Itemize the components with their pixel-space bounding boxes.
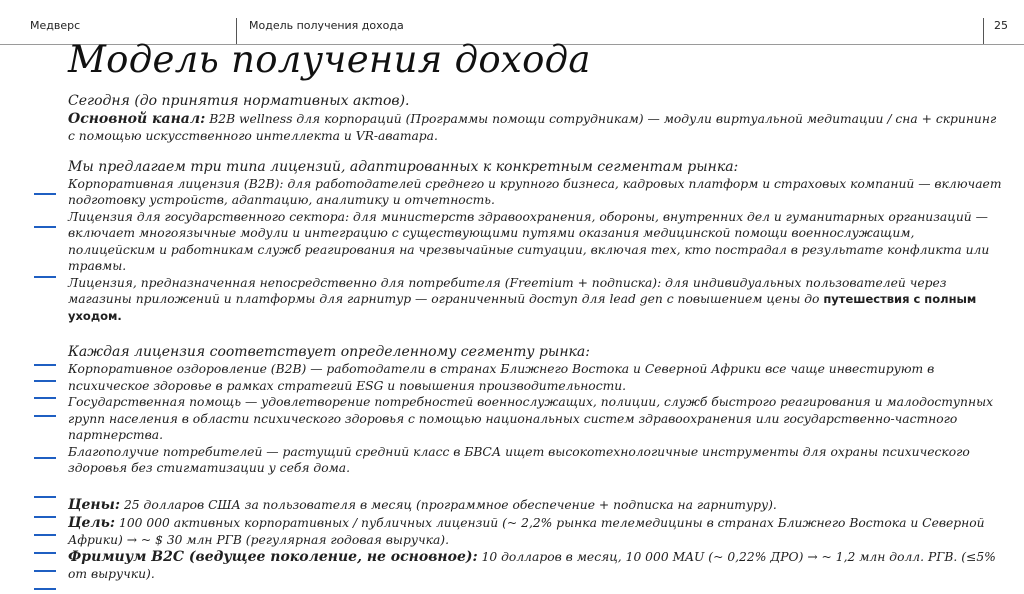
license-corporate: Корпоративная лицензия (B2B): для работодателей среднего и крупного бизнеса, кадровых платформ и страховых компаний — включает подготовку устройств, адаптацию, аналитику и отчетность.: [68, 176, 1002, 207]
goal-label: Цель:: [68, 514, 116, 531]
segment-consumers: Благополучие потребителей — растущий средний класс в БВСА ищет высокотехнологичные инструменты для охраны психического здоровья без стигматизации у себя дома.: [68, 444, 970, 475]
bullet-dash: [34, 415, 56, 417]
slide-body: [68, 92, 1003, 583]
pricing-price: [68, 496, 1003, 514]
channel-label: Основной канал:: [68, 111, 206, 127]
license-consumer: [68, 275, 1003, 325]
bullet-dash: [34, 226, 56, 228]
channel-text: B2B wellness для корпораций (Программы помощи сотрудникам) — модули виртуальной медитации / сна + скрининг с помощью искусственного интеллекта и VR-аватара.: [68, 112, 997, 143]
intro-channel: [68, 110, 1003, 145]
bullet-dash: [34, 276, 56, 278]
bullet-dash: [34, 193, 56, 195]
header-left-label: Медверс: [30, 19, 81, 32]
segments-heading: Каждая лицензия соответствует определенному сегменту рынка:: [68, 344, 590, 360]
license-consumer-text: Лицензия, предназначенная непосредственно для потребителя (Freemium + подписка): для индивидуальных пользователей через магазины приложений и платформы для гарнитур — ограниченный доступ для lead gen с повышением цены до: [68, 275, 947, 306]
bullet-dash: [34, 552, 56, 554]
segment-government: Государственная помощь — удовлетворение потребностей военнослужащих, полиции, служб быстрого реагирования и малодоступных групп населения в области психического здоровья с помощью национальных систем здравоохранения или государственно-частного партнерства.: [68, 395, 994, 442]
bullet-dash: [34, 364, 56, 366]
price-text: 25 долларов США за пользователя в месяц (программное обеспечение + подписка на гарнитуру).: [123, 497, 777, 512]
bullet-dash: [34, 457, 56, 459]
licenses-heading: Мы предлагаем три типа лицензий, адаптированных к конкретным сегментам рынка:: [68, 158, 739, 175]
header-section-label: Модель получения дохода: [249, 19, 404, 32]
freemium-text: 10 долларов в месяц, 10 000 MAU (~ 0,22% ДРО) → ~ 1,2 млн долл. РГВ. (≤5% от выручки).: [68, 550, 996, 581]
bullet-dash: [34, 496, 56, 498]
pricing-freemium: [68, 548, 1003, 583]
bullet-dash: [34, 397, 56, 399]
bullet-dash: [34, 588, 56, 590]
license-government: Лицензия для государственного сектора: для министерств здравоохранения, обороны, внутренних дел и гуманитарных организаций — включает многоязычные модули и интеграцию с существующими путями оказания медицинской помощи военнослужащим, полицейским и работникам служб реагирования на чрезвычайные ситуации, включая тех, кто пострадал в результате конфликта или травмы.: [68, 209, 990, 273]
freemium-label: Фримиум B2C (ведущее поколение, не основное):: [68, 549, 478, 565]
goal-text: 100 000 активных корпоративных / публичных лицензий (~ 2,2% рынка телемедицины в странах Ближнего Востока и Северной Африки) → ~ $ 30 млн РГВ (регулярная годовая выручка).: [68, 515, 985, 547]
bullet-dash: [34, 516, 56, 518]
bullet-dash: [34, 534, 56, 536]
segment-corporate: Корпоративное оздоровление (B2B) — работодатели в странах Ближнего Востока и Северной Африки все чаще инвестируют в психическое здоровье в рамках стратегий ESG и повышения производительности.: [68, 362, 935, 393]
license-consumer-tail: путешествия с полным уходом.: [68, 292, 977, 323]
header-divider-right: [983, 18, 984, 44]
page-number: 25: [994, 19, 1008, 32]
bullet-dash: [34, 570, 56, 572]
bullet-dash: [34, 380, 56, 382]
intro-today: Сегодня (до принятия нормативных актов).: [68, 93, 410, 109]
price-label: Цены:: [68, 496, 121, 513]
pricing-goal: [68, 514, 1003, 549]
page-title: Модель получения дохода: [68, 38, 591, 81]
